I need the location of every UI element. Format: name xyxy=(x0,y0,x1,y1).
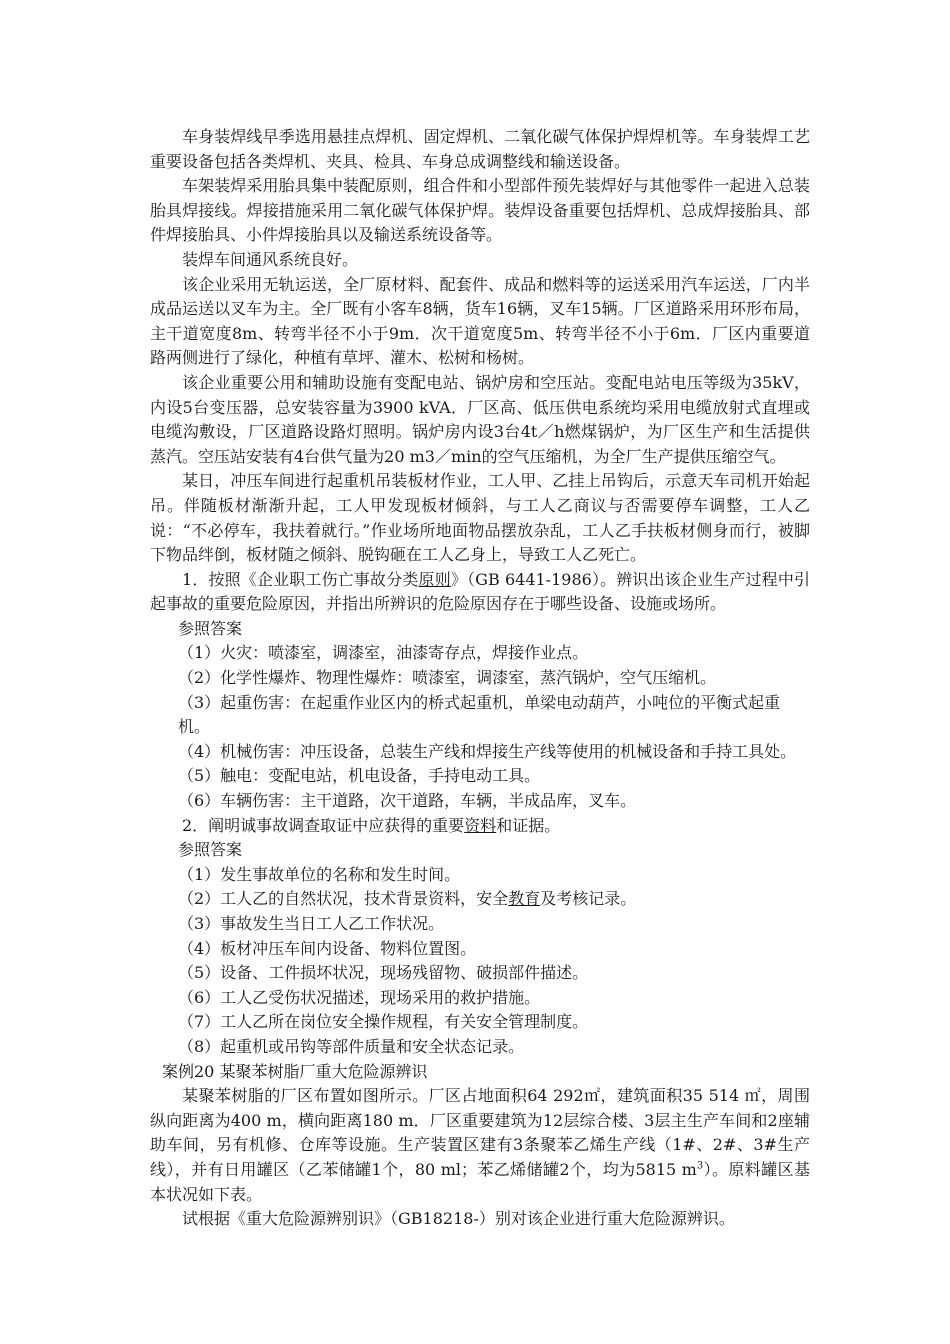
answer-item: （5）触电：变配电站，机电设备，手持电动工具。 xyxy=(178,766,541,786)
paragraph-utilities: 该企业重要公用和辅助设施有变配电站、锅炉房和空压站。变配电站电压等级为35kV，内设5台变压器，总安装容量为3900 kVA．厂区高、低压供电系统均采用电缆放射式直埋或电缆沟敷设，厂区道路设路灯照明。锅炉房内设3台4t／h燃煤锅炉，为厂区生产和生活提供蒸汽。空压站安装有4台供气量为20 m3／min的空气压缩机，为全厂生产提供压缩空气。 xyxy=(150,372,810,466)
answer-item: （4）机械伤害：冲压设备，总装生产线和焊接生产线等使用的机械设备和手持工具处。 xyxy=(178,741,797,761)
paragraph-ventilation: 装焊车间通风系统良好。 xyxy=(182,249,359,269)
paragraph-final: 试根据《重大危险源辨别识》（GB18218-）别对该企业进行重大危险源辨识。 xyxy=(182,1209,735,1229)
answer-item: （6）车辆伤害：主干道路，次干道路，车辆，半成品库，叉车。 xyxy=(178,791,637,811)
underlined-term: 资料 xyxy=(464,815,497,835)
paragraph-frame-welding: 车架装焊采用胎具集中装配原则，组合件和小型部件预先装焊好与其他零件一起进入总装胎具焊接线。焊接措施采用二氧化碳气体保护焊。装焊设备重要包括焊机、总成焊接胎具、部件焊接胎具、小件焊接胎具以及输送系统设备等。 xyxy=(150,176,810,245)
answer-label: 参照答案 xyxy=(178,618,243,638)
answer-item: （1）发生事故单位的名称和发生时间。 xyxy=(178,864,461,884)
underlined-term: 教育 xyxy=(508,889,541,909)
paragraph-case: 某聚苯树脂的厂区布置如图所示。厂区占地面积64 292㎡，建筑面积35 514 ㎡，周围纵向距离为400 m，横向距离180 m．厂区重要建筑为12层综合楼、3层主生产车间和2座辅助车间，另有机修、仓库等设施。生产装置区建有3条聚苯乙烯生产线（1#、2#、3#生产线），并有日用罐区（乙苯储罐1个，80 ml；苯乙烯储罐2个，均为5815 $m^3$）。原料罐区基本状况如下表。 xyxy=(150,1086,810,1204)
answer-item: （8）起重机或吊钩等部件质量和安全状态记录。 xyxy=(178,1036,525,1056)
answer-item: （3）起重伤害：在起重作业区内的桥式起重机，单梁电动葫芦，小吨位的平衡式起重机。 xyxy=(178,692,781,737)
answer-label: 参照答案 xyxy=(178,840,243,860)
answer-item: （2）工人乙的自然状况，技术背景资料，安全教育及考核记录。 xyxy=(178,889,637,909)
paragraph-body-welding: 车身装焊线早季选用悬挂点焊机、固定焊机、二氧化碳气体保护焊焊机等。车身装焊工艺重要设备包括各类焊机、夹具、检具、车身总成调整线和输送设备。 xyxy=(150,127,810,171)
question-2: 2．阐明诚事故调查取证中应获得的重要资料和证据。 xyxy=(182,815,561,835)
answer-item: （1）火灾：喷漆室，调漆室，油漆寄存点，焊接作业点。 xyxy=(178,643,589,663)
document-body xyxy=(150,125,810,1232)
answer-item: （3）事故发生当日工人乙工作状况。 xyxy=(178,914,445,933)
paragraph-transport: 该企业采用无轨运送，全厂原材料、配套件、成品和燃料等的运送采用汽车运送，厂内半成品运送以叉车为主。全厂既有小客车8辆，货车16辆，叉车15辆。厂区道路采用环形布局，主干道宽度8m、转弯半径不小于9m．次干道宽度5m、转弯半径不小于6m．厂区内重要道路两侧进行了绿化，种植有草坪、灌木、松树和杨树。 xyxy=(150,274,810,368)
paragraph-accident: 某日，冲压车间进行起重机吊装板材作业，工人甲、乙挂上吊钩后，示意天车司机开始起吊。伴随板材渐渐升起，工人甲发现板材倾斜，与工人乙商议与否需要停车调整，工人乙说：“不必停车，我扶着就行。”作业场所地面物品摆放杂乱，工人乙手扶板材侧身而行，被脚下物品绊倒，板材随之倾斜、脱钩砸在工人乙身上，导致工人乙死亡。 xyxy=(150,471,810,565)
answer-item: （2）化学性爆炸、物理性爆炸：喷漆室，调漆室，蒸汽锅炉，空气压缩机。 xyxy=(178,668,717,688)
answer-item: （4）板材冲压车间内设备、物料位置图。 xyxy=(178,938,477,958)
answer-item: （6）工人乙受伤状况描述，现场采用的救护措施。 xyxy=(178,987,541,1007)
answer-item: （5）设备、工件损坏状况，现场残留物、破损部件描述。 xyxy=(178,963,589,983)
case-title: 案例20 某聚苯树脂厂重大危险源辨识 xyxy=(162,1061,428,1081)
answer-item: （7）工人乙所在岗位安全操作规程，有关安全管理制度。 xyxy=(178,1012,589,1032)
question-1: 1．按照《企业职工伤亡事故分类原则》（GB 6441-1986）。辨识出该企业生产过程中引起事故的重要危险原因，并指出所辨识的危险原因存在于哪些设备、设施或场所。 xyxy=(150,569,810,614)
underlined-term: 原则 xyxy=(418,569,451,589)
